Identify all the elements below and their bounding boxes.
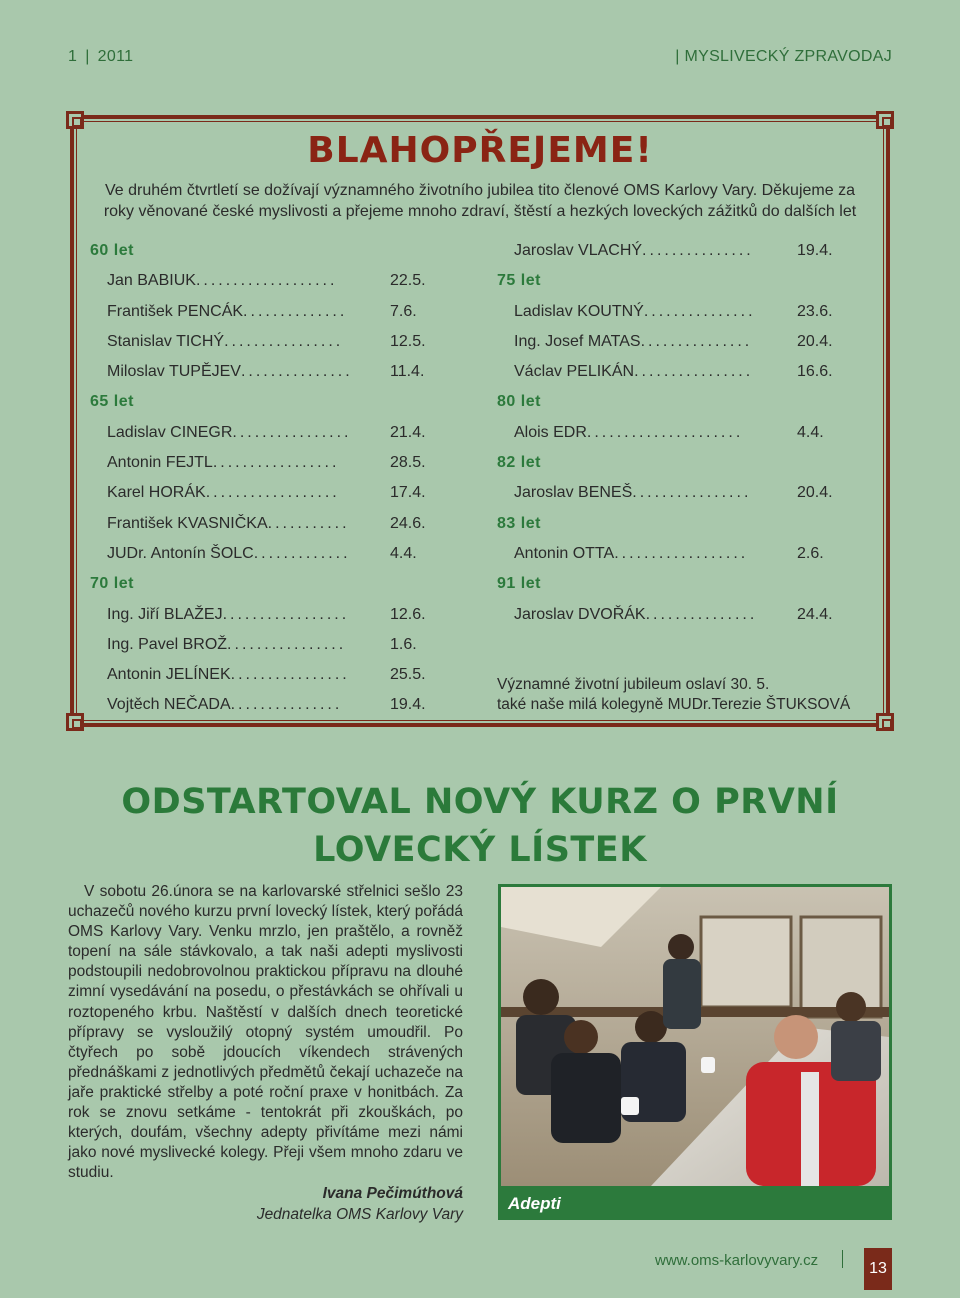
- birthday-date: 2.6.: [797, 544, 824, 562]
- birthday-date: 20.4.: [797, 484, 833, 502]
- jubilee-entry: [90, 692, 450, 722]
- jubilee-entry: [497, 238, 857, 268]
- leader-dots: .................: [212, 454, 340, 472]
- course-article-body: V sobotu 26.února se na karlovarské střelnici sešlo 23 uchazečů nového kurzu první lovecký lístek, který pořádá OMS Karlovy Vary. Venku mrzlo, jen praštělo, a rovněž topení na sále stávkovalo, a tak naši adepti myslivosti podstoupili nedobrovolnou praktickou přípravu na dlouhé zimní vysedávání na posedu, o přestávkách se ohřívali u roztopeného krbu. Naštěstí v dalších dnech teoretické přípravy se vysloužilý otopný systém umoudřil. Po čtyřech po sobě jdoucích víkendech strávených přednáškami z jednotlivých předmětů čekají uchazeče na jaře praktické střelby a poté roční praxe v honitbách. Za rok se znovu setkáme - tentokrát při zkouškách, po kterých, doufám, všechny adepty přivítáme mezi námi jako nové myslivecké kolegy. Přeji všem mnoho zdaru ve studiu.: [68, 883, 463, 1182]
- course-title: [0, 778, 960, 874]
- special-jubilee-line: také naše milá kolegyně MUDr.Terezie ŠTUKSOVÁ: [497, 696, 851, 713]
- birthday-date: 1.6.: [390, 635, 417, 653]
- frame-corner-ornament: [876, 111, 894, 129]
- age-group-heading: 70 let: [90, 575, 134, 593]
- member-name: Ladislav CINEGR: [107, 423, 233, 441]
- birthday-date: 21.4.: [390, 423, 426, 441]
- jubilee-entry: [90, 420, 450, 450]
- course-title-line: LOVECKÝ LÍSTEK: [313, 830, 647, 870]
- issue-info: 1 | 2011: [68, 48, 134, 65]
- leader-dots: ...................: [195, 272, 338, 290]
- jubilee-entry: [497, 420, 857, 450]
- member-name: Václav PELIKÁN: [514, 363, 635, 381]
- jubilee-entry: [90, 511, 450, 541]
- birthday-date: 28.5.: [390, 454, 426, 472]
- member-name: Ing. Josef MATAS: [514, 332, 641, 350]
- age-group-heading: 60 let: [90, 242, 134, 259]
- congrats-title: BLAHOPŘEJEME!: [307, 130, 653, 171]
- leader-dots: ................: [227, 635, 347, 653]
- birthday-date: 22.5.: [390, 272, 426, 290]
- member-name: Stanislav TICHÝ: [107, 332, 225, 350]
- member-name: Karel HORÁK: [107, 484, 206, 502]
- birthday-date: 11.4.: [390, 363, 425, 381]
- jubilee-entry: [497, 299, 857, 329]
- birthday-date: 12.6.: [390, 605, 426, 623]
- leader-dots: ...........: [267, 514, 350, 532]
- birthday-date: 24.4.: [797, 605, 833, 623]
- issue-number: 1: [68, 48, 78, 65]
- issue-year: 2011: [97, 48, 134, 65]
- jubilee-entry: [90, 359, 450, 389]
- frame-corner-ornament: [66, 713, 84, 731]
- member-name: Ing. Pavel BROŽ: [107, 635, 228, 653]
- leader-dots: .............: [253, 544, 351, 562]
- frame-corner-ornament: [66, 111, 84, 129]
- age-group-heading: 65 let: [90, 393, 134, 411]
- jubilee-entry: [497, 541, 857, 571]
- website-link[interactable]: www.oms-karlovyvary.cz: [655, 1252, 819, 1269]
- birthday-date: 7.6.: [390, 302, 417, 320]
- jubilee-list-right: [497, 238, 857, 632]
- age-group-heading: 75 let: [497, 272, 541, 290]
- leader-dots: ................: [632, 484, 752, 502]
- jubilee-entry: [90, 268, 450, 298]
- course-photo: [498, 884, 892, 1189]
- member-name: Ing. Jiří BLAŽEJ: [107, 605, 223, 623]
- member-name: Ladislav KOUTNÝ: [514, 302, 644, 320]
- leader-dots: ..............: [243, 302, 348, 320]
- birthday-date: 12.5.: [390, 332, 426, 350]
- course-photo-illustration: [501, 887, 889, 1186]
- birthday-date: 4.4.: [797, 423, 824, 441]
- course-title-line: ODSTARTOVAL NOVÝ KURZ O PRVNÍ: [121, 782, 839, 822]
- member-name: Jan BABIUK: [107, 272, 196, 290]
- article-signature: [257, 1183, 463, 1225]
- jubilee-entry: [497, 480, 857, 510]
- leader-dots: ...............: [640, 332, 753, 350]
- birthday-date: 19.4.: [797, 242, 833, 259]
- leader-dots: ................: [230, 666, 350, 684]
- special-jubilee-note: [497, 675, 850, 715]
- birthday-date: 23.6.: [797, 302, 833, 320]
- member-name: Antonin OTTA: [514, 544, 615, 562]
- leader-dots: ...............: [645, 605, 758, 623]
- age-group-heading: 83 let: [497, 514, 541, 532]
- member-name: Antonin JELÍNEK: [107, 666, 231, 684]
- jubilee-entry: [90, 329, 450, 359]
- birthday-date: 17.4.: [390, 484, 426, 502]
- leader-dots: .................: [222, 605, 350, 623]
- jubilee-entry: [90, 450, 450, 480]
- member-name: Miloslav TUPĚJEV: [107, 363, 241, 381]
- footer-divider: [842, 1250, 843, 1268]
- leader-dots: ...............: [642, 242, 754, 259]
- member-name: Jaroslav DVOŘÁK: [514, 605, 646, 623]
- special-jubilee-line: Významné životní jubileum oslaví 30. 5.: [497, 676, 770, 693]
- magazine-name: | MYSLIVECKÝ ZPRAVODAJ: [675, 48, 892, 65]
- photo-caption-bar: [498, 1189, 892, 1220]
- member-name: Jaroslav BENEŠ: [514, 484, 633, 502]
- member-name: František PENCÁK: [107, 302, 244, 320]
- jubilee-entry: [90, 662, 450, 692]
- birthday-date: 19.4.: [390, 696, 426, 714]
- member-name: František KVASNIČKA: [107, 514, 268, 532]
- jubilee-entry: [497, 329, 857, 359]
- leader-dots: ...............: [643, 302, 756, 320]
- leader-dots: ..................: [614, 544, 749, 562]
- leader-dots: ...............: [240, 363, 353, 381]
- jubilee-entry: [90, 299, 450, 329]
- photo-caption: Adepti: [508, 1194, 561, 1213]
- author-role: Jednatelka OMS Karlovy Vary: [256, 1206, 463, 1223]
- jubilee-entry: [497, 359, 857, 389]
- member-name: Vojtěch NEČADA: [107, 696, 231, 714]
- leader-dots: ...............: [230, 696, 343, 714]
- frame-corner-ornament: [876, 713, 894, 731]
- birthday-date: 24.6.: [390, 514, 426, 532]
- age-group-heading: 80 let: [497, 393, 541, 411]
- leader-dots: ..................: [205, 484, 340, 502]
- jubilee-entry: [497, 602, 857, 632]
- jubilee-list-left: [90, 238, 450, 723]
- congrats-intro: Ve druhém čtvrtletí se dožívají významného životního jubilea tito členové OMS Karlovy Vary. Děkujeme za roky věnované české myslivosti a přejeme mnoho zdraví, štěstí a hezkých loveckých zážitků do dalších let: [103, 182, 857, 220]
- age-group-heading: 91 let: [497, 575, 541, 593]
- jubilee-entry: [90, 541, 450, 571]
- birthday-date: 20.4.: [797, 332, 833, 350]
- birthday-date: 4.4.: [390, 544, 417, 562]
- age-group-heading: 82 let: [497, 454, 541, 472]
- member-name: Jaroslav VLACHÝ: [514, 242, 643, 259]
- jubilee-entry: [90, 632, 450, 662]
- course-article: [68, 882, 463, 1183]
- member-name: Antonin FEJTL: [107, 454, 213, 472]
- birthday-date: 25.5.: [390, 666, 426, 684]
- page-number: 13: [864, 1248, 892, 1290]
- author-name: Ivana Pečimúthová: [322, 1185, 463, 1202]
- jubilee-entry: [90, 602, 450, 632]
- birthday-date: 16.6.: [797, 363, 833, 381]
- jubilee-entry: [90, 480, 450, 510]
- leader-dots: ................: [634, 363, 754, 381]
- leader-dots: ................: [224, 332, 344, 350]
- leader-dots: .....................: [586, 423, 744, 441]
- member-name: JUDr. Antonín ŠOLC: [107, 544, 254, 562]
- leader-dots: ................: [232, 423, 352, 441]
- member-name: Alois EDR: [514, 423, 587, 441]
